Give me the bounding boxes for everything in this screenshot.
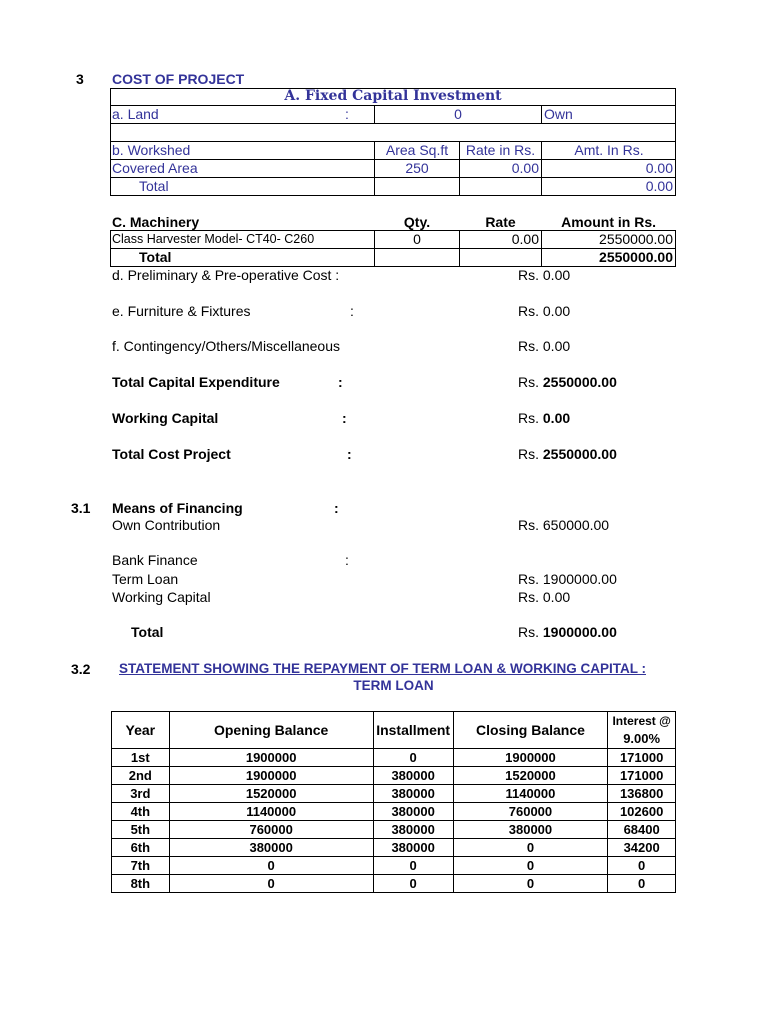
cell-opening-balance: 760000 (169, 821, 373, 839)
workshed-area-header: Area Sq.ft (385, 142, 449, 158)
cell-closing-balance: 0 (453, 857, 608, 875)
section32-subtitle: TERM LOAN (353, 678, 434, 693)
term-loan-value: 1900000.00 (542, 571, 617, 587)
machinery-label: C. Machinery (112, 214, 200, 230)
preliminary-label: d. Preliminary & Pre-operative Cost : (112, 267, 340, 283)
table-header-row (112, 712, 676, 749)
section32-number: 3.2 (71, 661, 91, 677)
bank-finance-colon: : (345, 552, 349, 568)
cell-interest: 0 (608, 875, 676, 893)
land-colon: : (345, 106, 349, 122)
land-value: 0 (454, 106, 462, 122)
workshed-amount-header: Amt. In Rs. (574, 142, 644, 158)
land-status: Own (544, 106, 573, 122)
table-row (112, 785, 676, 803)
workshed-total-amount: 0.00 (645, 178, 673, 194)
cell-installment: 0 (373, 875, 453, 893)
term-loan-rs: Rs. 1900000.00 (518, 571, 617, 587)
total-capex-rs: Rs. 2550000.00 (518, 374, 617, 390)
machinery-item-qty: 0 (413, 231, 421, 247)
machinery-amount-header: Amount in Rs. (561, 214, 656, 230)
section31-title: Means of Financing (112, 500, 243, 516)
cell-interest: 102600 (608, 803, 676, 821)
table-row (112, 875, 676, 893)
cell-interest: 171000 (608, 767, 676, 785)
furniture-label: e. Furniture & Fixtures (112, 303, 251, 319)
cell-year: 1st (112, 749, 170, 767)
term-loan-label: Term Loan (112, 571, 179, 587)
cell-closing-balance: 380000 (453, 821, 608, 839)
cell-opening-balance: 1520000 (169, 785, 373, 803)
col-opening-balance: Opening Balance (169, 712, 373, 749)
furniture-colon: : (350, 303, 354, 319)
financing-working-capital-label: Working Capital (112, 589, 211, 605)
total-capex-label: Total Capital Expenditure (112, 374, 280, 390)
furniture-rs: Rs. 0.00 (518, 303, 571, 319)
own-contribution-value: 650000.00 (542, 517, 610, 533)
contingency-rs: Rs. 0.00 (518, 338, 571, 354)
cell-closing-balance: 0 (453, 875, 608, 893)
machinery-total-label: Total (139, 249, 172, 265)
table-row (112, 857, 676, 875)
table-row (112, 767, 676, 785)
repayment-table (111, 711, 676, 893)
col-year: Year (112, 712, 170, 749)
financing-total-rs: Rs. 1900000.00 (518, 624, 617, 640)
covered-area-amount: 0.00 (645, 160, 673, 176)
furniture-value: 0.00 (542, 303, 571, 319)
total-cost-rs: Rs. 2550000.00 (518, 446, 617, 462)
cell-year: 2nd (112, 767, 170, 785)
cell-opening-balance: 0 (169, 857, 373, 875)
col-interest (608, 712, 676, 749)
financing-total-value: 1900000.00 (542, 624, 617, 640)
financing-working-capital-rs: Rs. 0.00 (518, 589, 571, 605)
workshed-label: b. Workshed (112, 142, 191, 158)
cell-closing-balance: 1520000 (453, 767, 608, 785)
workshed-total-label: Total (139, 178, 169, 194)
machinery-item-amount: 2550000.00 (599, 231, 673, 247)
own-contribution-label: Own Contribution (112, 517, 221, 533)
working-capital-value: 0.00 (542, 410, 571, 426)
covered-area-label: Covered Area (112, 160, 198, 176)
cell-interest: 34200 (608, 839, 676, 857)
cell-year: 5th (112, 821, 170, 839)
total-cost-value: 2550000.00 (542, 446, 617, 462)
total-capex-colon: : (338, 374, 343, 390)
table-row (112, 803, 676, 821)
cell-opening-balance: 1900000 (169, 749, 373, 767)
bank-finance-label: Bank Finance (112, 552, 198, 568)
cell-closing-balance: 760000 (453, 803, 608, 821)
total-cost-colon: : (347, 446, 352, 462)
contingency-label: f. Contingency/Others/Miscellaneous (112, 338, 340, 354)
machinery-item-rate: 0.00 (511, 231, 539, 247)
cell-opening-balance: 0 (169, 875, 373, 893)
workshed-rate-header: Rate in Rs. (465, 142, 536, 158)
cell-installment: 380000 (373, 785, 453, 803)
section31-colon: : (334, 500, 339, 516)
cell-installment: 0 (373, 857, 453, 875)
cell-installment: 380000 (373, 767, 453, 785)
cell-year: 6th (112, 839, 170, 857)
cell-opening-balance: 380000 (169, 839, 373, 857)
table-row (112, 839, 676, 857)
cell-year: 7th (112, 857, 170, 875)
machinery-item-name: Class Harvester Model- CT40- C260 (112, 232, 315, 246)
cell-interest: 171000 (608, 749, 676, 767)
working-capital-rs: Rs. 0.00 (518, 410, 571, 426)
own-contribution-rs: Rs. 650000.00 (518, 517, 610, 533)
cell-installment: 380000 (373, 821, 453, 839)
cell-year: 3rd (112, 785, 170, 803)
cell-interest: 0 (608, 857, 676, 875)
cell-opening-balance: 1900000 (169, 767, 373, 785)
machinery-qty-header: Qty. (403, 214, 431, 230)
preliminary-rs: Rs. 0.00 (518, 267, 571, 283)
section32-title: STATEMENT SHOWING THE REPAYMENT OF TERM LOAN & WORKING CAPITAL : (119, 661, 646, 676)
preliminary-value: 0.00 (542, 267, 571, 283)
section-title: COST OF PROJECT (112, 71, 245, 87)
section31-number: 3.1 (71, 500, 91, 516)
covered-area-rate: 0.00 (511, 160, 539, 176)
cell-year: 4th (112, 803, 170, 821)
working-capital-label: Working Capital (112, 410, 219, 426)
land-label: a. Land (112, 106, 159, 122)
cell-year: 8th (112, 875, 170, 893)
col-closing-balance: Closing Balance (453, 712, 608, 749)
cell-closing-balance: 0 (453, 839, 608, 857)
contingency-value: 0.00 (542, 338, 571, 354)
machinery-total-amount: 2550000.00 (599, 249, 673, 265)
col-installment: Installment (373, 712, 453, 749)
table-row (112, 821, 676, 839)
table-row (112, 749, 676, 767)
interest-rate: 9.00% (623, 731, 661, 746)
financing-total-label: Total (131, 624, 164, 640)
cell-interest: 136800 (608, 785, 676, 803)
cell-closing-balance: 1140000 (453, 785, 608, 803)
cell-interest: 68400 (608, 821, 676, 839)
working-capital-colon: : (342, 410, 347, 426)
cell-installment: 380000 (373, 839, 453, 857)
interest-label: Interest @ (612, 714, 671, 728)
section-number: 3 (76, 71, 84, 87)
covered-area-value: 250 (405, 160, 429, 176)
financing-working-capital-value: 0.00 (542, 589, 571, 605)
cell-closing-balance: 1900000 (453, 749, 608, 767)
total-cost-label: Total Cost Project (112, 446, 231, 462)
cell-opening-balance: 1140000 (169, 803, 373, 821)
cell-installment: 0 (373, 749, 453, 767)
total-capex-value: 2550000.00 (542, 374, 617, 390)
machinery-rate-header: Rate (485, 214, 516, 230)
cell-installment: 380000 (373, 803, 453, 821)
fixed-capital-heading: A. Fixed Capital Investment (284, 88, 502, 104)
